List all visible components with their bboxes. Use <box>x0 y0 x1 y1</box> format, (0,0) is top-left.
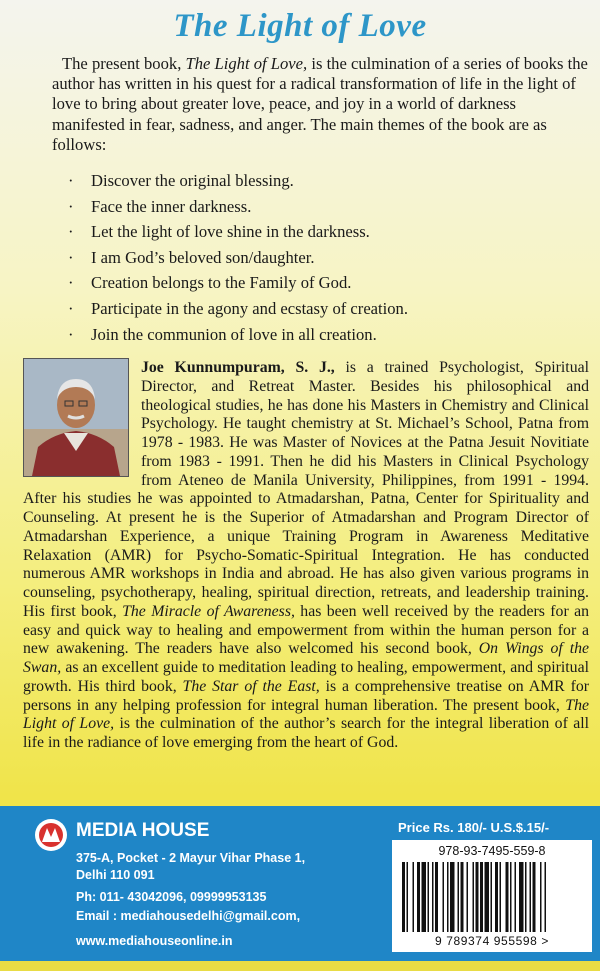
bullet-icon: · <box>68 196 74 216</box>
bio-text: as an excellent guide to meditation leading to healing, empowerment, and spiritual growth. His third book, <box>23 659 589 695</box>
themes-list <box>68 168 408 347</box>
theme-item <box>68 322 408 348</box>
author-name: Joe Kunnumpuram, S. J., <box>141 359 335 376</box>
bullet-icon: · <box>68 171 74 190</box>
publisher-footer <box>0 806 600 961</box>
bio-text: is a comprehensive treatise on AMR for persons in any helping profession for integral human liberation. The present book, <box>23 677 589 714</box>
bio-text: has been well received by the readers for an easy and quick way to healing and empowerment from within the human person for a new awakening. The readers have also welcomed his second book, <box>23 602 589 658</box>
theme-item <box>68 219 408 245</box>
publisher-address-line-2: Delhi 110 091 <box>76 868 155 882</box>
isbn-number: 978-93-7495-559-8 <box>438 844 546 858</box>
theme-text: Let the light of love shine in the darkness. <box>91 222 370 242</box>
intro-text-continued: is the culmination of a series of books the author has written in his quest for a radical transformation of life in the light of love to bring about greater love, peace, and joy in a world of darkness manifested in fear, sadness, and anger. The main themes of the book are as follows: <box>52 54 588 154</box>
theme-item <box>68 168 408 194</box>
bullet-icon: · <box>68 222 74 242</box>
media-house-logo-icon <box>34 818 68 852</box>
bullet-icon: · <box>68 298 74 318</box>
bullet-icon: · <box>68 247 74 267</box>
intro-text: The present book, <box>62 54 186 73</box>
publisher-email: Email : mediahousedelhi@gmail.com, <box>76 909 301 923</box>
theme-item <box>68 245 408 271</box>
bullet-icon: · <box>68 324 74 344</box>
intro-paragraph <box>52 54 588 155</box>
theme-text: Participate in the agony and ecstasy of creation. <box>91 298 409 318</box>
theme-text: Face the inner darkness. <box>91 196 252 216</box>
barcode-icon <box>402 862 582 932</box>
intro-book-title: The Light of Love, <box>185 54 308 73</box>
book-title-3: The Star of the East, <box>182 677 320 695</box>
bottom-edge <box>0 961 600 971</box>
bullet-icon: · <box>68 273 74 293</box>
author-bio <box>23 359 589 753</box>
publisher-phone: Ph: 011- 43042096, 09999953135 <box>76 890 267 904</box>
bio-text: is the culmination of the author’s search for the integral liberation of all life in the radiance of love emerging from the heart of God. <box>23 715 590 751</box>
theme-text: Creation belongs to the Family of God. <box>91 273 352 293</box>
book-title: The Light of Love <box>173 8 427 44</box>
bio-text: is a trained Psychologist, Spiritual Director, and Retreat Master. Besides his philosophical and theological studies, he has done his Masters in Chemistry and Clinical Psychology. He taught chemistry at St. Michael’s School, Patna from 1978 - 1983. He was Master of Novices at the Patna Jesuit Novitiate from 1983 - 1991. Then he did his Masters in Clinical Psychology from Ateneo de Manila University, Philippines, from 1991 - 1994. After his studies he was appointed to Atmadarshan, Patna, Center for Spirituality and Counseling. At present he is the Superior of Atmadarshan and Program Director of Atmadarshan Experience, a unique Training Program in Awareness Meditative Relaxation (AMR) for Psycho-Somatic-Spiritual Integration. He has conducted numerous AMR workshops in India and abroad. He has also given various programs in counseling, psychotherapy, healing, spiritual direction, retreats, and leadership training. His first book, <box>23 359 589 620</box>
theme-item <box>68 270 408 296</box>
book-title-4: The Light of Love, <box>23 696 589 733</box>
publisher-website: www.mediahouseonline.in <box>76 934 233 948</box>
book-title-1: The Miracle of Awareness, <box>122 602 295 620</box>
publisher-name: MEDIA HOUSE <box>76 820 210 841</box>
barcode-panel <box>392 840 592 952</box>
theme-text: Join the communion of love in all creation. <box>91 324 377 344</box>
theme-text: I am God’s beloved son/daughter. <box>91 247 315 267</box>
theme-item <box>68 296 408 322</box>
price-label: Price Rs. 180/- U.S.$.15/- <box>398 820 550 835</box>
book-title-2: On Wings of the Swan, <box>23 640 589 676</box>
theme-text: Discover the original blessing. <box>91 171 294 190</box>
theme-item <box>68 194 408 220</box>
barcode-digits: 9 789374 955598 > <box>435 934 549 948</box>
publisher-address-line-1: 375-A, Pocket - 2 Mayur Vihar Phase 1, <box>76 851 306 865</box>
